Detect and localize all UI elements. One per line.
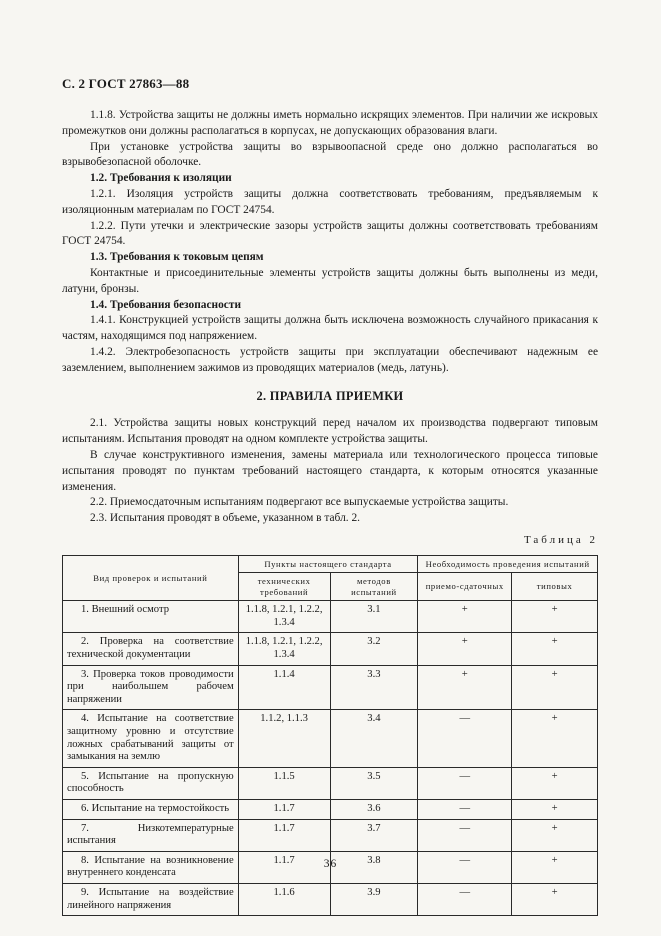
header-kind: Вид проверок и испытаний: [63, 555, 239, 601]
table-row: [63, 633, 598, 665]
paragraph: 1.2.1. Изоляция устройств защиты должна соответствовать требованиям, предъявляемым к изоляционным материалам по ГОСТ 24754.: [62, 187, 598, 216]
cell-acceptance: —: [418, 851, 512, 883]
cell-test-name: [63, 710, 239, 767]
subsection-heading: 1.3. Требования к токовым цепям: [90, 251, 264, 264]
cell-test-name: [63, 665, 239, 710]
table-row: [63, 710, 598, 767]
section-1-text: [62, 108, 598, 377]
cell-type-test: +: [512, 710, 598, 767]
paragraph: 1.2.2. Пути утечки и электрические зазоры устройств защиты должны соответствовать требованиям ГОСТ 24754.: [62, 219, 598, 248]
paragraph: 2.2. Приемосдаточным испытаниям подвергают все выпускаемые устройства защиты.: [90, 496, 509, 509]
paragraph: При установке устройства защиты во взрывоопасной среде оно должно располагаться во взрывобезопасной оболочке.: [62, 140, 598, 169]
cell-acceptance: —: [418, 819, 512, 851]
cell-test-name: [63, 633, 239, 665]
header-tech: технических требований: [238, 573, 330, 601]
test-name-text: 2. Проверка на соответствие технической документации: [67, 636, 234, 660]
subsection-heading: 1.4. Требования безопасности: [90, 298, 242, 311]
cell-tech-requirements: 1.1.4: [238, 665, 330, 710]
cell-test-method: 3.6: [330, 799, 418, 819]
header-acceptance: приемо-сдаточных: [418, 573, 512, 601]
test-name-text: 5. Испытание на пропускную способность: [67, 770, 234, 795]
paragraph: Контактные и присоединительные элементы устройств защиты должны быть выполнены из меди, латуни, бронзы.: [62, 266, 598, 295]
cell-type-test: +: [512, 633, 598, 665]
cell-acceptance: —: [418, 767, 512, 799]
cell-type-test: +: [512, 665, 598, 710]
section-2-text: [62, 416, 598, 527]
paragraph: 1.1.8. Устройства защиты не должны иметь нормально искрящих элементов. При наличии же искровых промежутков они должны располагаться в корпусах, не допускающих образования влаги.: [62, 109, 598, 137]
test-name-text: 6. Испытание на термостойкость: [81, 802, 230, 814]
table-row: [63, 767, 598, 799]
cell-tech-requirements: 1.1.6: [238, 883, 330, 915]
cell-test-name: [63, 799, 239, 819]
cell-type-test: +: [512, 819, 598, 851]
cell-acceptance: —: [418, 883, 512, 915]
table-row: [63, 799, 598, 819]
cell-test-method: 3.9: [330, 883, 418, 915]
cell-test-name: [63, 767, 239, 799]
header-points: Пункты настоящего стандарта: [238, 555, 418, 573]
table-row: [63, 665, 598, 710]
table-row: [63, 819, 598, 851]
test-name-text: 7. Низкотемпературные испытания: [67, 822, 234, 847]
cell-type-test: +: [512, 799, 598, 819]
cell-test-method: 3.4: [330, 710, 418, 767]
paragraph: 2.3. Испытания проводят в объеме, указанном в табл. 2.: [90, 512, 360, 525]
page-header: С. 2 ГОСТ 27863—88: [62, 76, 190, 91]
cell-tech-requirements: 1.1.7: [238, 819, 330, 851]
paragraph: В случае конструктивного изменения, замены материала или технологического процесса типовые испытания проводят по пунктам требований настоящего стандарта, к которым относятся указанные изменения.: [62, 448, 598, 493]
test-name-text: 9. Испытание на воздействие линейного напряжения: [67, 886, 234, 911]
header-methods: методов испытаний: [330, 573, 418, 601]
cell-tech-requirements: 1.1.5: [238, 767, 330, 799]
cell-test-name: [63, 819, 239, 851]
section-title: 2. ПРАВИЛА ПРИЕМКИ: [256, 388, 404, 403]
paragraph: 2.1. Устройства защиты новых конструкций перед началом их производства подвергают типовым испытаниям. Испытания проводят на одном комплекте устройства защиты.: [62, 417, 598, 446]
cell-test-name: [63, 601, 239, 633]
cell-acceptance: —: [418, 710, 512, 767]
cell-acceptance: +: [418, 633, 512, 665]
table-caption: Таблица 2: [523, 533, 598, 546]
cell-acceptance: —: [418, 799, 512, 819]
test-name-text: 1. Внешний осмотр: [81, 604, 170, 616]
table-row: [63, 883, 598, 915]
cell-acceptance: +: [418, 665, 512, 710]
cell-test-method: 3.8: [330, 851, 418, 883]
cell-test-name: [63, 883, 239, 915]
test-name-text: 4. Испытание на соответствие защитному уровню и отсутствие ложных срабатываний защиты от замыкания на землю: [67, 713, 234, 763]
cell-tech-requirements: 1.1.7: [238, 799, 330, 819]
cell-test-method: 3.2: [330, 633, 418, 665]
cell-test-method: 3.7: [330, 819, 418, 851]
cell-tech-requirements: 1.1.2, 1.1.3: [238, 710, 330, 767]
page-number: 36: [323, 858, 338, 870]
cell-test-method: 3.5: [330, 767, 418, 799]
test-name-text: 8. Испытание на возникновение внутреннего конденсата: [67, 854, 234, 879]
cell-acceptance: +: [418, 601, 512, 633]
cell-type-test: +: [512, 601, 598, 633]
cell-type-test: +: [512, 767, 598, 799]
cell-type-test: +: [512, 883, 598, 915]
cell-type-test: +: [512, 851, 598, 883]
table-row: [63, 601, 598, 633]
subsection-heading: 1.2. Требования к изоляции: [90, 172, 232, 185]
cell-tech-requirements: 1.1.7: [238, 851, 330, 883]
header-type: типовых: [512, 573, 598, 601]
document-body: [62, 108, 598, 916]
paragraph: 1.4.1. Конструкцией устройств защиты должна быть исключена возможность случайного прикасания к частям, находящимся под напряжением.: [62, 314, 598, 343]
paragraph: 1.4.2. Электробезопасность устройств защиты при эксплуатации обеспечивают надежным ее заземлением, выполнением зажимов из проводящих материалов (медь, латунь).: [62, 345, 598, 374]
test-name-text: 3. Проверка токов проводимости при наибольшем рабочем напряжении: [67, 668, 234, 705]
header-necessity: Необходимость проведения испытаний: [418, 555, 598, 573]
cell-tech-requirements: 1.1.8, 1.2.1, 1.2.2, 1.3.4: [238, 633, 330, 665]
cell-test-method: 3.3: [330, 665, 418, 710]
cell-tech-requirements: 1.1.8, 1.2.1, 1.2.2, 1.3.4: [238, 601, 330, 633]
cell-test-method: 3.1: [330, 601, 418, 633]
